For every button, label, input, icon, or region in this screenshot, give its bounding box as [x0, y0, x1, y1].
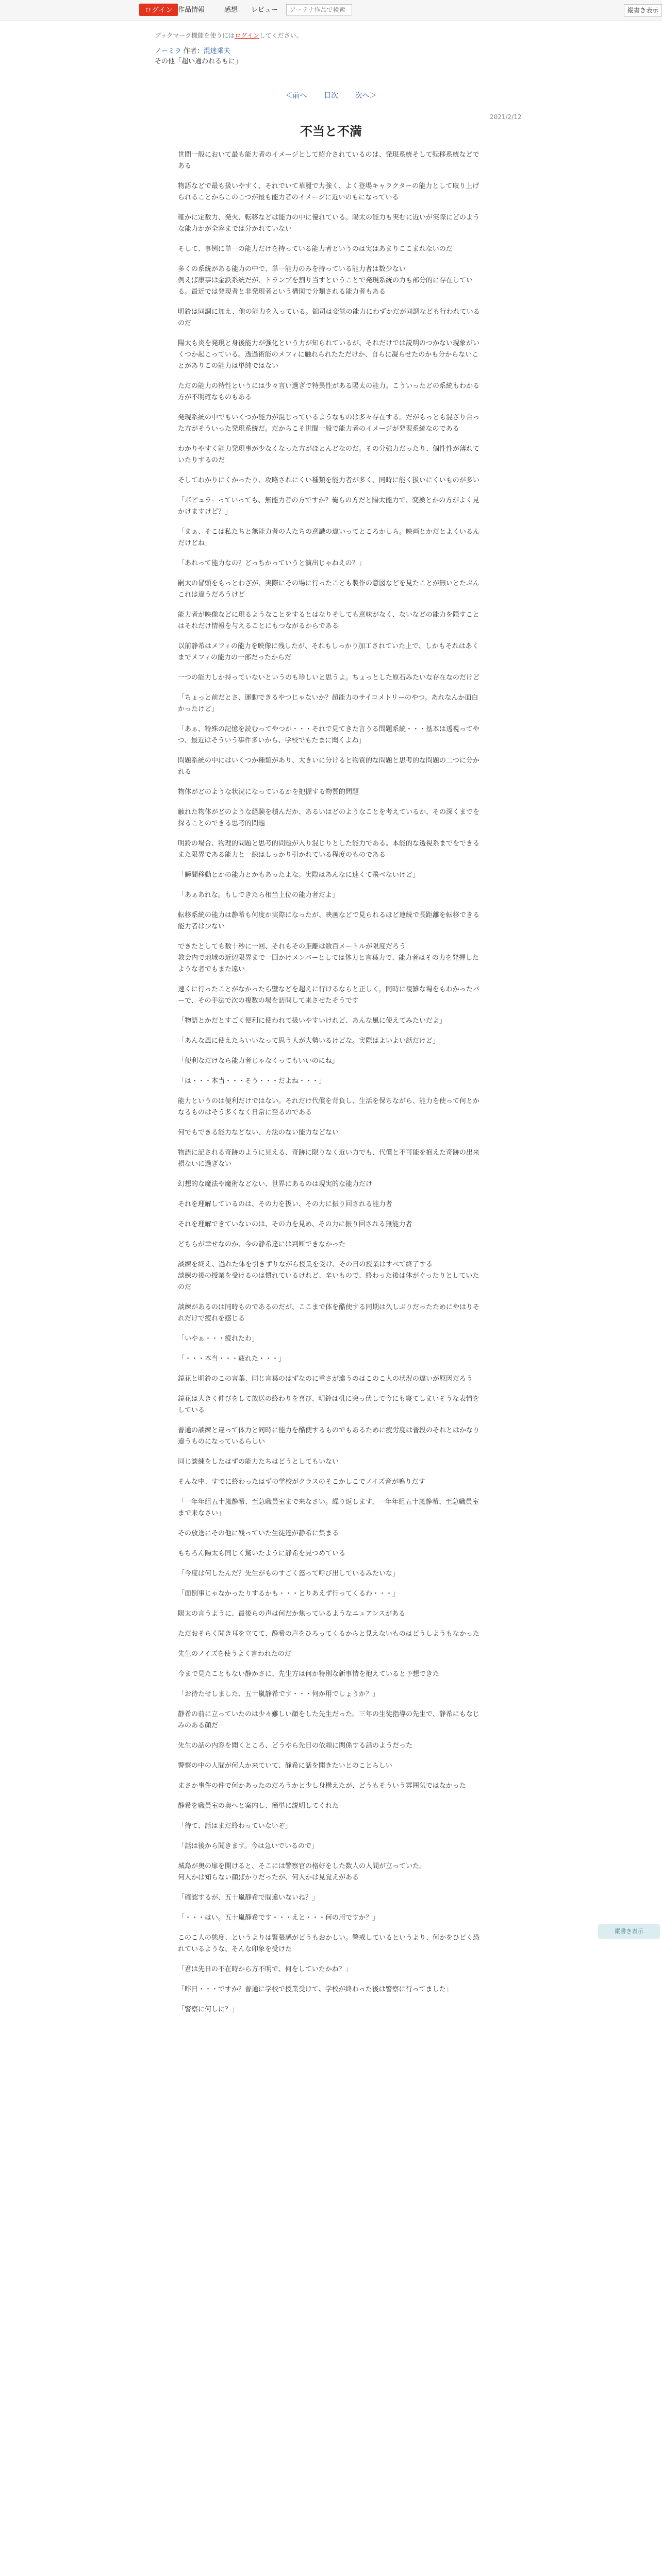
body-paragraph: できたとしても数十秒に一回、それもその距離は数百メートルが限度だろう 教会内で地域の近辺限界まで一回かけメンバーとしては体力と言葉力で、能力者はその力を発揮したような者でもまた遠い [178, 943, 479, 973]
body-paragraph: 陽太の言うように、最後らの声は何だか焦っているようなニュアンスがある [178, 1610, 406, 1618]
next-link[interactable]: 次へ＞ [355, 92, 377, 100]
body-paragraph: 普通の談練と違って体力と同時に能力を酷使するものでもあるために疲労度は普段のそれとはかなり違うものになっているらしい [178, 1427, 480, 1446]
notice-login-link[interactable]: ログイン [235, 32, 259, 39]
body-paragraph: 同じ談練をしたはずの能力たちはどうとしてもいない [178, 1458, 339, 1466]
notice-prefix: ブックマーク機能を使うには [155, 32, 235, 39]
series-info [155, 46, 242, 67]
body-paragraph: 転移系統の能力は静希も何度か実際になったが、映画などで見られるほど連続で長距離を転移できる能力者は少ない [178, 911, 480, 930]
author-link[interactable]: 混迷乗夫 [203, 47, 230, 55]
body-paragraph: 城島が奥の扉を開けると、そこには警察官の格好をした数人の人間が立っていた。 何人かは知らない顔ばかりだったが、何人かは見覚えがある [178, 1862, 426, 1882]
body-paragraph: 一つの能力しか持っていないというのも珍しいと思うよ。ちょっとした原石みたいな存在なのだけど [178, 674, 480, 682]
body-paragraph: 「物語とかだとすごく便利に使われて扱いやすいけれど、あんな風に使えてみたいだよ」 [178, 1017, 446, 1025]
top-pager [0, 90, 662, 100]
body-paragraph: そしてわかりにくかったり、攻略されにくい種類を能力者が多く、同時に能く扱いにくいものが多い [178, 477, 479, 484]
body-paragraph: 「今度は何したんだ？先生がものすごく怒って呼び出しているみたいな」 [178, 1570, 400, 1578]
body-paragraph: 能力者が映像などに現るようなことをするとはなりそしても意味がなく、ないなどの能力を隠すことはそれだけ情報を与えることにもつながるからである [178, 611, 479, 630]
prev-link[interactable]: ＜前へ [285, 92, 307, 100]
body-paragraph: 能力というのは便利だけではない。それだけ代償を背負し、生活を保ちながら、能力を使って何とかなるものはそう多くなく日常に至るのである [178, 1097, 480, 1116]
body-paragraph: 以前静希はメフィの能力を映像に残したが、それもしっかり加工されていた上で、しかもそれはあくまでメフィの能力の一部だったからだ [178, 642, 479, 662]
body-paragraph: そして、事例に単一の能力だけを持っている能力者というのは実はあまりここまれないのだ [178, 245, 453, 253]
body-paragraph: 物語に記される奇跡のように見える、奇跡に限りなく近い力でも、代償と不可能を抱えた奇跡の出来損ないに過ぎない [178, 1149, 480, 1168]
bookmark-notice [155, 31, 303, 40]
body-paragraph: 「瞬間移動とかの能力とかもあったよな。実際はあんなに速くて飛べないけど」 [178, 871, 419, 879]
body-paragraph: 「便利なだけなら能力者じゃなくってもいいのにね」 [178, 1057, 339, 1065]
login-button[interactable]: ログイン [139, 4, 178, 16]
post-date: 2021/2/12 [490, 113, 522, 121]
nav-item-reviews[interactable]: レビュー [251, 6, 278, 14]
chapter-body [178, 149, 485, 2024]
body-paragraph: 「話は後から聞きます。今は急いでいるので」 [178, 1842, 318, 1850]
body-paragraph: 「あんな風に使えたらいいなって思う人が大勢いるけどな。実際はよいよい話だけど」 [178, 1037, 440, 1045]
body-paragraph: 警察の中の人間が何人か来ていて、静希に話を聞きたいとのことらしい [178, 1762, 392, 1770]
body-paragraph: 談練を終え、過れた体を引きずりながら授業を受け、その日の授業はすべて終了する 談練の後の授業を受けるのは慣れているけれど、辛いもので、終わった後は体がぐったりとしていたのだ [178, 1261, 479, 1291]
body-paragraph: 明鈴の場合、物理的問題と思考的問題が入り混じりとした能力である。本能的な透視系までをできるまた限界である能力と一線はしっかり引かれている程度のものである [178, 840, 480, 859]
body-paragraph: このこ人の態度、というよりは緊張感がどうもおかしい。警戒しているというより、何かをひどく恐れているような、そんな印象を受けた [178, 1934, 480, 1953]
body-paragraph: それを理解しているのは、その力を扱い、その力に振り回される能力者 [178, 1200, 393, 1208]
body-paragraph: 陽太も炎を発現と身後能力が強化という力が知られているが、それだけでは説明のつかない現象がいくつか起こっている。透過術能のメフィに触れられたただけか、自らに凝らせたのかも分からないことがありこの能力は単純ではない [178, 340, 480, 370]
body-paragraph: わかりやすく能力発現事が少なくなった方がほとんどなのだ。その分強力だったり、個性性が薄れていたりするのだ [178, 445, 480, 464]
body-paragraph: もちろん陽太も同じく驚いたように静希を見つめている [178, 1550, 346, 1557]
nav-item-reviews-short[interactable]: 感想 [224, 6, 238, 14]
index-link[interactable]: 目次 [324, 92, 338, 100]
nav-item-works[interactable]: 作品情報 [178, 6, 205, 14]
body-paragraph: 確かに定数力、発火、転移などは能力の中に優れている。陽太の能力も実むに近いが実際にどのような能力かが全容までは分かれていない [178, 214, 480, 233]
body-paragraph: 「君は先日の不在時から方不明で、何をしていたかね？」 [178, 1965, 352, 1973]
chapter-title: 不当と不満 [300, 124, 362, 139]
body-paragraph: 明鈴は同調に加え、他の能力を入っている。錦司は変態の能力にわずかだが同調なども行われているのだ [178, 308, 480, 327]
body-paragraph: 「面倒事じゃなかったりするかも・・・とりあえず行ってくるわ・・・」 [178, 1590, 400, 1598]
body-paragraph: どちらが幸せなのか、今の静希達には判断できなかった [178, 1241, 346, 1248]
body-paragraph: 発現系統の中でもいくつか能力が混じっているようなものは多々存在する。だがもっとも混ざり合った方がそういった発現系統だ。だからこそ世間一般で能力者のイメージが発現系統なのである [178, 414, 480, 433]
body-paragraph: 何でもできる能力などない、方法のない能力などない [178, 1129, 339, 1137]
body-paragraph: 「あぁ、特殊の記憶を読むってやつか・・・それで見てきた言うる問題系統・・・基本は透視ってやつ、最近はそういう事件多いから、学校でもたまに聞くよね」 [178, 725, 479, 744]
body-paragraph: 「確認するが、五十嵐静希で間違いないね？」 [178, 1894, 319, 1902]
chapter-label: その他「超い通われるもに」 [155, 58, 242, 65]
body-paragraph: 先生の話の内容を聞くところ、どうやら先日の依頼に関係する話のようだった [178, 1742, 413, 1750]
body-paragraph: 鏡花と明鈴のこの言葉、同じ言葉のはずなのに重さが違うのはこのこ人の状況の違いが原因だろう [178, 1375, 473, 1383]
notice-suffix: してください。 [259, 32, 303, 39]
body-paragraph: 「待て、話はまだ終わっていないぞ」 [178, 1822, 292, 1830]
body-paragraph: 世間一般において最も能力者のイメージとして紹介されているのは、発現系統そして転移系統などである [178, 151, 479, 170]
body-paragraph: ただおそらく聞き耳を立てて、静希の声をひろってくるからと見えないものはどうしようもなかった [178, 1630, 479, 1638]
body-paragraph: 物体がどのような状況になっているかを把握する物質的問題 [178, 788, 359, 796]
body-paragraph: そんな中、すでに終わったはずの学校がクラスのそこかしこでノイズ音が鳴りだす [178, 1478, 425, 1486]
body-paragraph: 「は・・・本当・・・そう・・・だよね・・・」 [178, 1077, 326, 1085]
body-paragraph: 「あぁあれな。もしできたら相当上位の能力者だよ」 [178, 891, 339, 899]
body-paragraph: 「いやぁ・・・疲れたわ」 [178, 1335, 259, 1343]
floating-side-button[interactable]: 縦書き表示 [598, 1924, 660, 1939]
body-paragraph: 鏡花は大きく伸びをして放送の終わりを喜び、明鈴は机に突っ伏して今にも寝てしまいそうな表情をしている [178, 1395, 479, 1414]
body-paragraph: 今まで見たこともない静かさに、先生方は何か特別な新事情を抱えていると予想できた [178, 1670, 440, 1678]
body-paragraph: 「一年年組五十嵐静希、至急職員室まで来なさい。繰り返します、一年年組五十嵐静希、至急職員室まで来なさい」 [178, 1498, 479, 1517]
author-prefix: 作者： [183, 47, 204, 55]
body-paragraph: 多くの系統がある能力の中で、単一能力のみを持っている能力者は数少ない 例えば康事は金鉄系統だが、トランプを割り当すということで発現系統の力も部分的に存在している。最近では発現者と非発現者という構図で分類される能力者もある [178, 265, 473, 296]
body-paragraph: 「あれって能力なの？どっちかっていうと演出じゃねえの？」 [178, 560, 366, 567]
body-paragraph: 「昨日・・・ですか？普通に学校で授業受けて、学校が終わった後は警察に行ってました」 [178, 1986, 453, 1993]
body-paragraph: 「ちょっと前だとさ、運動できるやつじゃないか？超能力のサイコメトリーのやつ。あれなんか面白かったけど」 [178, 694, 478, 713]
body-paragraph: それを理解できていないのは、その力を見め、その力に振り回される無能力者 [178, 1221, 412, 1228]
body-paragraph: 「ボピュラーっていっても、無能力者の方ですか？俺らの方だと陽太能力で、変換とかの方がよく見かけますけど？」 [178, 497, 479, 516]
body-paragraph: 「警察に何しに？」 [178, 2006, 239, 2013]
body-paragraph: 触れた物体がどのような経験を積んだか、あるいはどのようなことを考えているか、その深くまでを探ることのできる思考的問題 [178, 808, 480, 827]
body-paragraph: 速くに行ったことがなかったら壁などを超えに行けるならと正しく，同時に複雑な場をもわかったバーで、その手法で次の複数の場を訪問して来させたそうです [178, 986, 479, 1005]
body-paragraph: 「まぁ、そこは私たちと無能力者の人たちの意識の違いってところかしら。映画とかだとよくいるんだけどね」 [178, 528, 480, 547]
body-paragraph: まさか事件の件で何かあったのだろうかと少し身構えたが、どうもそういう雰囲気ではなかった [178, 1782, 466, 1790]
body-paragraph: 「・・・はい。五十嵐静希です・・・えと・・・何の用ですか？」 [178, 1914, 379, 1922]
body-paragraph: 静希の前に立っていたのは少々難しい顔をした先生だった。三年の生徒指導の先生で、静希にもなじみのある顔だ [178, 1710, 479, 1730]
vertical-view-button[interactable]: 縦書き表示 [624, 4, 662, 16]
body-paragraph: ただの能力の特性というには少々言い過ぎで特異性がある陽太の能力。こういったどの系統もわかる方が不明確なものもある [178, 382, 480, 401]
series-link[interactable]: ノーミラ [155, 47, 181, 55]
body-paragraph: その放送にその他に残っていた生徒達が静希に集まる [178, 1530, 339, 1537]
body-paragraph: 静希を職員室の奥へと案内し、簡単に説明してくれた [178, 1802, 339, 1810]
body-paragraph: 物語などで最も扱いやすく、それでいて華麗で力強く、よく登場キャラクターの能力として取り上げられることからこのこつが最も能力者のイメージに近いのもになっている [178, 182, 479, 201]
body-paragraph: 「・・・本当・・・疲れた・・・」 [178, 1355, 286, 1363]
body-paragraph: 談練があるのは同時ものであるのだが、ここまで体を酷使する同期は久しぶりだったためにやはりそれだけで疲れを感じる [178, 1303, 480, 1323]
body-paragraph: 「お待たせしました、五十嵐静希です・・・何か用でしょうか？」 [178, 1690, 379, 1698]
body-paragraph: 幻想的な魔法や魔術などない、世界にあるのは現実的な能力だけ [178, 1180, 373, 1188]
body-paragraph: 先生のノイズを使うよく言われたのだ [178, 1650, 291, 1658]
body-paragraph: 問題系統の中にはいくつか種類があり、大きいに分けると物質的な問題と思考的な問題の二つに分かれる [178, 757, 480, 776]
top-bar [0, 0, 662, 21]
body-paragraph: 嗣太の冒頭をもっとわざが、実際にその場に行ったことも製作の意図などを見たことが無いとたぶんこれは違うだろうけど [178, 580, 480, 599]
search-input[interactable] [286, 4, 352, 15]
